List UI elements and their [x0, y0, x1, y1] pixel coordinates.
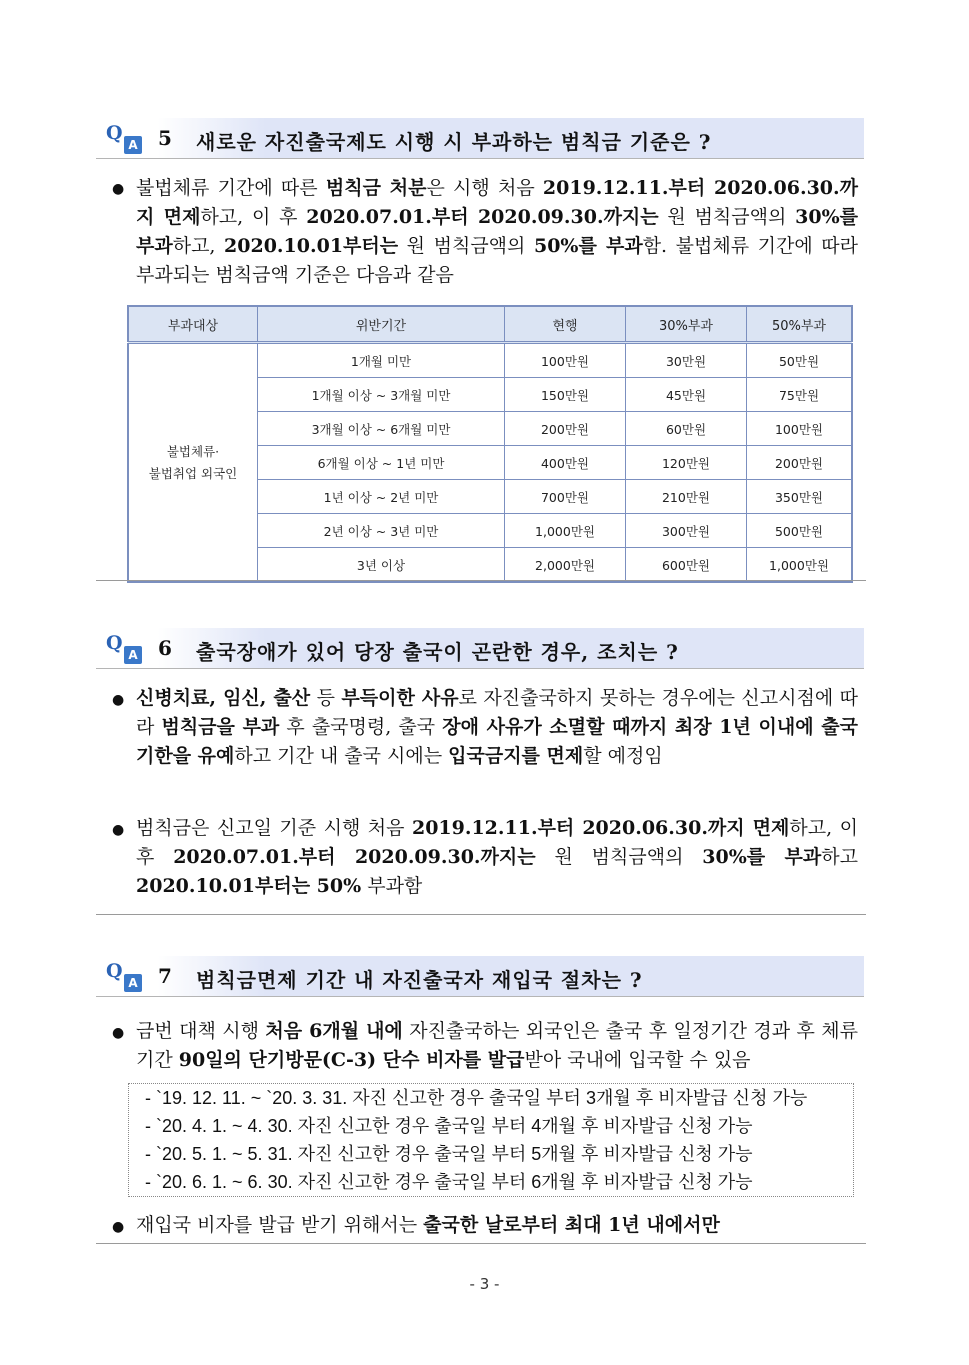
current-cell: 400만원	[505, 446, 626, 480]
text-bold: 2020.10.01부터는 50%	[136, 875, 362, 897]
period-cell: 6개월 이상 ~ 1년 미만	[258, 446, 505, 480]
section-divider	[96, 580, 866, 581]
fine-table	[127, 305, 853, 583]
text: 불법체류 기간에 따른	[136, 177, 326, 199]
visa-schedule-box	[128, 1083, 854, 1197]
period-cell: 2년 이상 ~ 3년 미만	[258, 514, 505, 548]
text-bold: 장애 사유가 소멸할 때까지 최장 1년 이내에 출국기한을 유예	[136, 716, 858, 767]
text: 하고 기간 내 출국 시에는	[234, 745, 449, 767]
a-letter: A	[124, 136, 142, 154]
text-bold: 30%를 부과	[136, 206, 858, 257]
text: 원 범칙금액의	[398, 235, 534, 257]
current-cell: 1,000만원	[505, 514, 626, 548]
period-cell: 1개월 미만	[258, 343, 505, 378]
text: 후 출국명령, 출국	[279, 716, 443, 738]
page-number: - 3 -	[469, 1275, 500, 1293]
fine50-cell: 100만원	[747, 412, 853, 446]
current-cell: 200만원	[505, 412, 626, 446]
text-bold: 출국한 날로부터 최대 1년 내에서만	[423, 1214, 720, 1236]
table-row	[128, 343, 852, 378]
period-cell: 1개월 이상 ~ 3개월 미만	[258, 378, 505, 412]
text: 할 예정임	[583, 745, 663, 767]
visa-line: - `20. 5. 1. ~ 5. 31. 자진 신고한 경우 출국일 부터 5개월 후 비자발급 신청 가능	[145, 1144, 753, 1164]
fine50-cell: 350만원	[747, 480, 853, 514]
bullet-icon: ●	[112, 1025, 125, 1041]
qa-title: 출국장애가 있어 당장 출국이 곤란한 경우, 조치는 ?	[196, 640, 679, 664]
text-bold: 처음 6개월 내에	[265, 1020, 403, 1042]
text: 하고,	[172, 235, 225, 257]
qa-header-6	[96, 628, 864, 669]
text-bold: 범칙금 처분	[325, 177, 427, 199]
current-cell: 150만원	[505, 378, 626, 412]
text-bold: 50%를 부과	[533, 235, 643, 257]
header-30: 30%부과	[626, 306, 747, 343]
text: 재입국 비자를 발급 받기 위해서는	[136, 1214, 424, 1236]
text-bold: 부득이한 사유	[341, 687, 459, 709]
fine50-cell: 200만원	[747, 446, 853, 480]
q-letter: Q	[106, 632, 123, 654]
text-bold: 2020.10.01부터는	[224, 235, 399, 257]
header-target: 부과대상	[128, 306, 258, 343]
text-bold: 2020.07.01.부터 2020.09.30.까지는	[306, 206, 659, 228]
target-line: 불법취업 외국인	[148, 465, 238, 481]
current-cell: 100만원	[505, 343, 626, 378]
fine30-cell: 60만원	[626, 412, 747, 446]
fine50-cell: 75만원	[747, 378, 853, 412]
qa-title: 범칙금면제 기간 내 자진출국자 재입국 절차는 ?	[196, 968, 643, 992]
text: 하고, 이 후	[136, 817, 858, 868]
section-divider	[96, 1243, 866, 1244]
text-bold: 90일의 단기방문(C-3) 단수 비자를 발급	[178, 1049, 525, 1071]
visa-line: - `20. 6. 1. ~ 6. 30. 자진 신고한 경우 출국일 부터 6개월 후 비자발급 신청 가능	[145, 1172, 753, 1192]
section6-paragraph-1	[136, 684, 858, 771]
qa-title: 새로운 자진출국제도 시행 시 부과하는 범칙금 기준은 ?	[196, 130, 712, 154]
fine30-cell: 120만원	[626, 446, 747, 480]
text: 부과함	[361, 875, 423, 897]
text: 금번 대책 시행	[136, 1020, 266, 1042]
bullet-icon: ●	[112, 181, 125, 197]
fine30-cell: 210만원	[626, 480, 747, 514]
text-bold: 2020.07.01.부터 2020.09.30.까지는	[173, 846, 536, 868]
q-letter: Q	[106, 122, 123, 144]
bullet-icon: ●	[112, 692, 125, 708]
bullet-icon: ●	[112, 822, 125, 838]
fine50-cell: 50만원	[747, 343, 853, 378]
qa-icon	[106, 960, 146, 994]
fine30-cell: 600만원	[626, 548, 747, 583]
section7-paragraph-1	[136, 1017, 858, 1075]
text: 범칙금은 신고일 기준 시행 처음	[136, 817, 412, 839]
current-cell: 700만원	[505, 480, 626, 514]
fine50-cell: 1,000만원	[747, 548, 853, 583]
text: 원 범칙금액의	[535, 846, 703, 868]
qa-icon	[106, 122, 146, 156]
text: 원 범칙금액의	[658, 206, 796, 228]
text: 하고	[821, 846, 858, 868]
fine30-cell: 300만원	[626, 514, 747, 548]
visa-line: - `19. 12. 11. ~ `20. 3. 31. 자진 신고한 경우 출국일 부터 3개월 후 비자발급 신청 가능	[145, 1088, 808, 1108]
text-bold: 신병치료, 임신, 출산	[136, 687, 311, 709]
fine30-cell: 45만원	[626, 378, 747, 412]
text: 하고, 이 후	[200, 206, 307, 228]
header-50: 50%부과	[747, 306, 853, 343]
section6-paragraph-2	[136, 814, 858, 901]
table-header-row	[128, 306, 852, 343]
section5-paragraph	[136, 174, 858, 290]
text-bold: 2019.12.11.부터 2020.06.30.까지 면제	[136, 177, 859, 228]
fine50-cell: 500만원	[747, 514, 853, 548]
qa-number: 6	[158, 636, 172, 660]
period-cell: 1년 이상 ~ 2년 미만	[258, 480, 505, 514]
text-bold: 2019.12.11.부터 2020.06.30.까지 면제	[411, 817, 790, 839]
text: 등	[310, 687, 342, 709]
text: 은 시행 처음	[426, 177, 543, 199]
fine30-cell: 30만원	[626, 343, 747, 378]
target-cell	[128, 343, 258, 583]
text-bold: 입국금지를 면제	[448, 745, 584, 767]
qa-icon	[106, 632, 146, 666]
header-current: 현행	[505, 306, 626, 343]
text: 자진출국하는 외국인은 출국 후 일정기간 경과 후 체류기간	[136, 1020, 859, 1071]
section7-paragraph-2	[136, 1211, 858, 1240]
period-cell: 3개월 이상 ~ 6개월 미만	[258, 412, 505, 446]
text-bold: 30%를 부과	[702, 846, 822, 868]
qa-number: 5	[158, 126, 172, 150]
q-letter: Q	[106, 960, 123, 982]
current-cell: 2,000만원	[505, 548, 626, 583]
text: 함. 불법체류 기간에 따라 부과되는 범칙금액 기준은 다음과 같음	[136, 235, 858, 286]
a-letter: A	[124, 646, 142, 664]
text-bold: 범칙금을 부과	[161, 716, 280, 738]
bullet-icon: ●	[112, 1219, 125, 1235]
qa-header-7	[96, 956, 864, 997]
qa-number: 7	[158, 964, 172, 988]
text: 로 자진출국하지 못하는 경우에는 신고시점에 따라	[136, 687, 858, 738]
section-divider	[96, 914, 866, 915]
visa-line: - `20. 4. 1. ~ 4. 30. 자진 신고한 경우 출국일 부터 4개월 후 비자발급 신청 가능	[145, 1116, 753, 1136]
text: 받아 국내에 입국할 수 있음	[524, 1049, 751, 1071]
header-period: 위반기간	[258, 306, 505, 343]
a-letter: A	[124, 974, 142, 992]
period-cell: 3년 이상	[258, 548, 505, 583]
target-line: 불법체류·	[166, 443, 220, 459]
qa-header-5	[96, 118, 864, 159]
